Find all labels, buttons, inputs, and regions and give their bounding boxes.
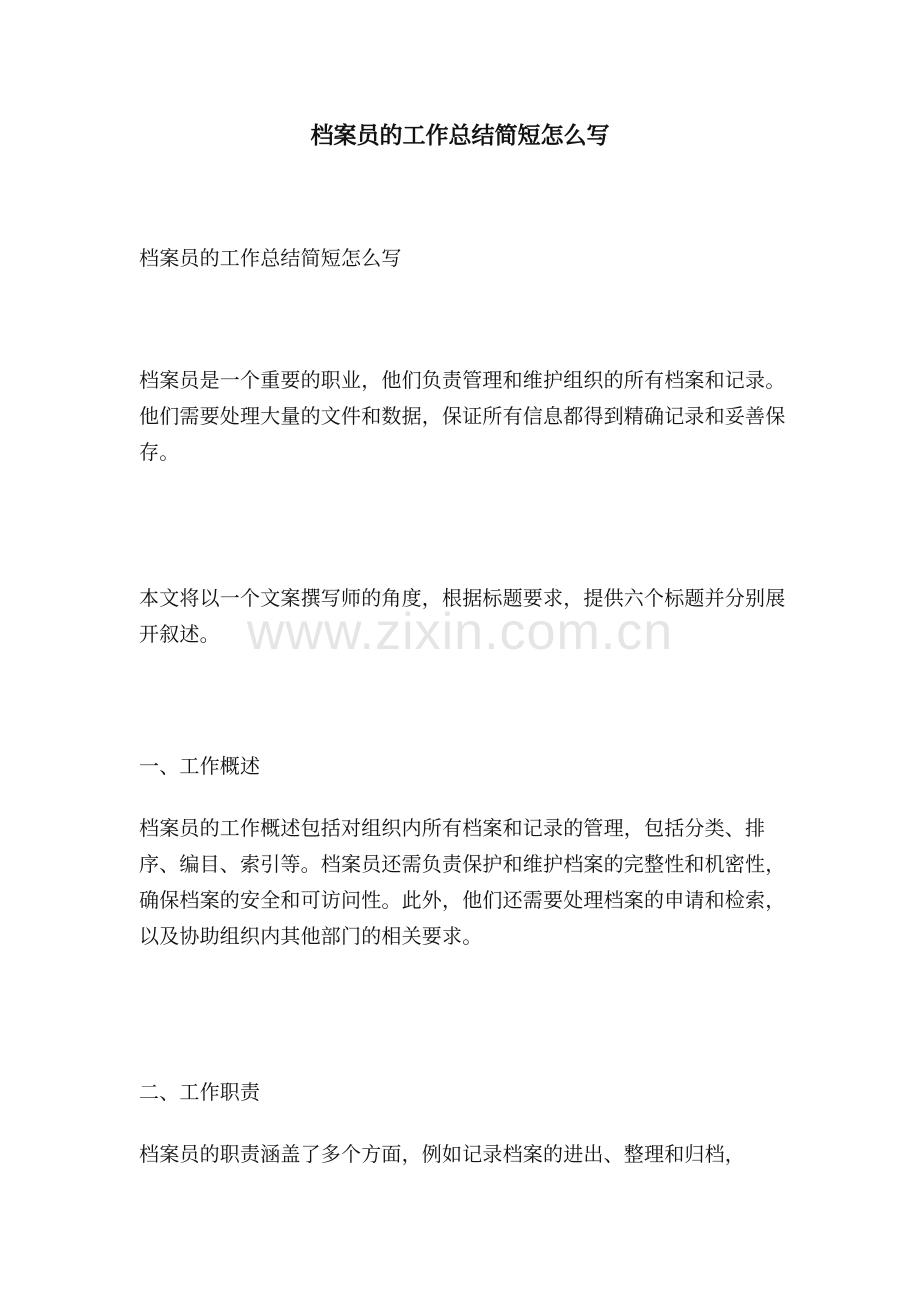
- intro-paragraph: 档案员是一个重要的职业，他们负责管理和维护组织的所有档案和记录。他们需要处理大量的文件和数据，保证所有信息都得到精确记录和妥善保存。: [139, 368, 786, 464]
- document-title: 档案员的工作总结简短怎么写: [310, 122, 610, 149]
- section-body: 档案员的职责涵盖了多个方面，例如记录档案的进出、整理和归档，: [139, 1142, 745, 1166]
- section-heading: 一、工作概述: [139, 754, 261, 778]
- section-body: 档案员的工作概述包括对组织内所有档案和记录的管理，包括分类、排序、编目、索引等。档案员还需负责保护和维护档案的完整性和机密性，确保档案的安全和可访问性。此外，他们还需要处理档案的申请和检索，以及协助组织内其他部门的相关要求。: [139, 816, 786, 948]
- intro-paragraph: 本文将以一个文案撰写师的角度，根据标题要求，提供六个标题并分别展开叙述。: [139, 586, 786, 646]
- section-heading: 二、工作职责: [139, 1080, 261, 1104]
- document-subtitle: 档案员的工作总结简短怎么写: [139, 246, 402, 270]
- watermark: www.zixin.com.cn: [246, 603, 674, 661]
